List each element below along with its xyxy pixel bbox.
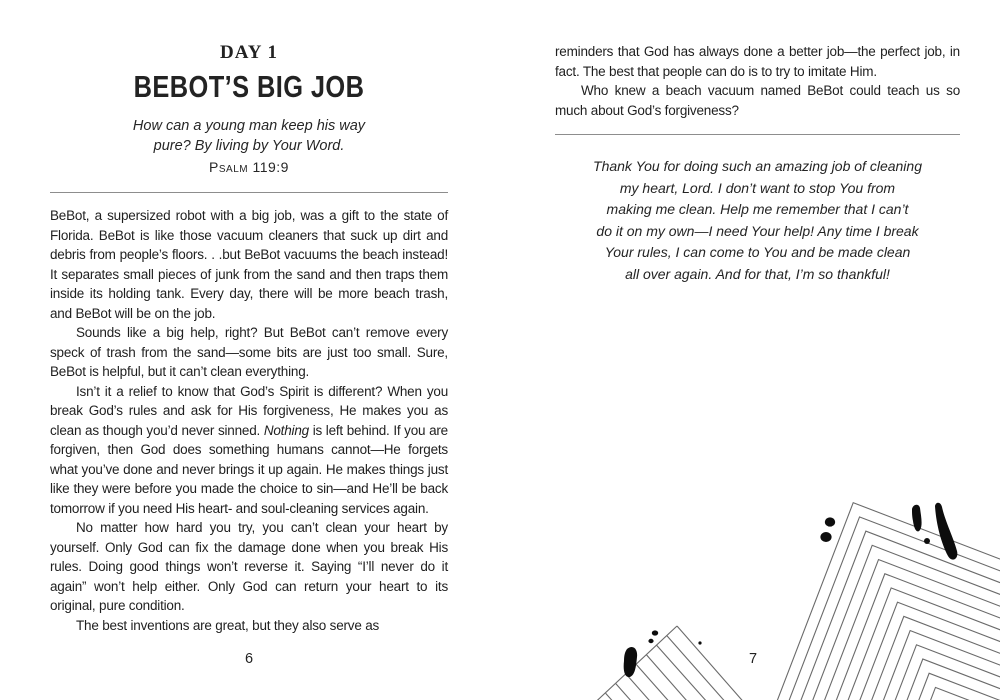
day-label: DAY 1 bbox=[220, 42, 278, 63]
divider-rule bbox=[555, 134, 960, 135]
prayer-line: making me clean. Help me remember that I can’t bbox=[606, 201, 909, 217]
emphasized-word: Nothing bbox=[263, 422, 309, 438]
prayer-line: my heart, Lord. I don’t want to stop You from bbox=[619, 179, 896, 196]
pattern-lines bbox=[590, 626, 760, 700]
divider-rule bbox=[50, 192, 448, 193]
verse-line: How can a young man keep his way bbox=[132, 118, 366, 134]
body-text bbox=[50, 206, 448, 635]
ink-splatter bbox=[624, 630, 702, 677]
chapter-title: BEBOT’S BIG JOB bbox=[133, 69, 365, 104]
pattern-lines bbox=[730, 503, 1000, 700]
concentric-squares-decoration bbox=[730, 465, 1000, 700]
body-paragraph: Who knew a beach vacuum named BeBot could teach us so much about God’s forgiveness? bbox=[555, 83, 960, 118]
body-text bbox=[555, 42, 960, 120]
prayer-text bbox=[555, 156, 960, 285]
page-number-left: 6 bbox=[244, 651, 254, 667]
body-paragraph: The best inventions are great, but they also serve as bbox=[76, 617, 380, 633]
left-page bbox=[50, 40, 448, 635]
body-paragraph: reminders that God has always done a better job—the perfect job, in fact. The best that people can do is to try to imitate Him. bbox=[555, 44, 960, 79]
striped-wedge-decoration bbox=[590, 618, 760, 700]
body-paragraph: Sounds like a big help, right? But BeBot can’t remove every speck of trash from the sand—some bits are just too small. Sure, BeBot is helpful, but it can’t clean everything. bbox=[50, 325, 448, 379]
verse-reference: Psalm 119:9 bbox=[209, 159, 289, 175]
body-paragraph: Isn’t it a relief to know that God’s Spirit is different? When you break God’s rules and ask for His forgiveness, He makes you as clean as though you’d never sinned. Nothing is left behind. If you are forgiven, then God does something humans cannot—He forgets what you’ve done and never brings it up again. He makes things just like they were before you made the choice to sin—and He’ll be back tomorrow if you need His heart- and soul-cleaning services again. bbox=[50, 383, 448, 516]
prayer-line: Your rules, I can come to You and be made clean bbox=[604, 244, 911, 260]
scripture-verse bbox=[50, 116, 448, 156]
prayer-line: Thank You for doing such an amazing job of cleaning bbox=[593, 158, 922, 174]
body-paragraph: BeBot, a supersized robot with a big job, was a gift to the state of Florida. BeBot is like those vacuum cleaners that suck up dirt and debris from people’s floors. . .but BeBot vacuums the beach instead! It separates small pieces of junk from the sand and then traps them inside its holding tank. Every day, there will be more beach trash, and BeBot will be on the job. bbox=[50, 208, 448, 321]
prayer-line: all over again. And for that, I’m so thankful! bbox=[625, 265, 890, 282]
page-number-right: 7 bbox=[748, 651, 758, 667]
right-page bbox=[555, 42, 960, 285]
body-paragraph: No matter how hard you try, you can’t clean your heart by yourself. Only God can fix the damage done when you break His rules. Doing good things won’t reverse it. Saying “I’ll never do it again” won’t help either. Only God can return your heart to its original, pure condition. bbox=[50, 520, 448, 613]
verse-line: pure? By living by Your Word. bbox=[153, 138, 345, 154]
prayer-line: do it on my own—I need Your help! Any time I break bbox=[596, 222, 919, 239]
ink-splatter bbox=[820, 503, 957, 560]
